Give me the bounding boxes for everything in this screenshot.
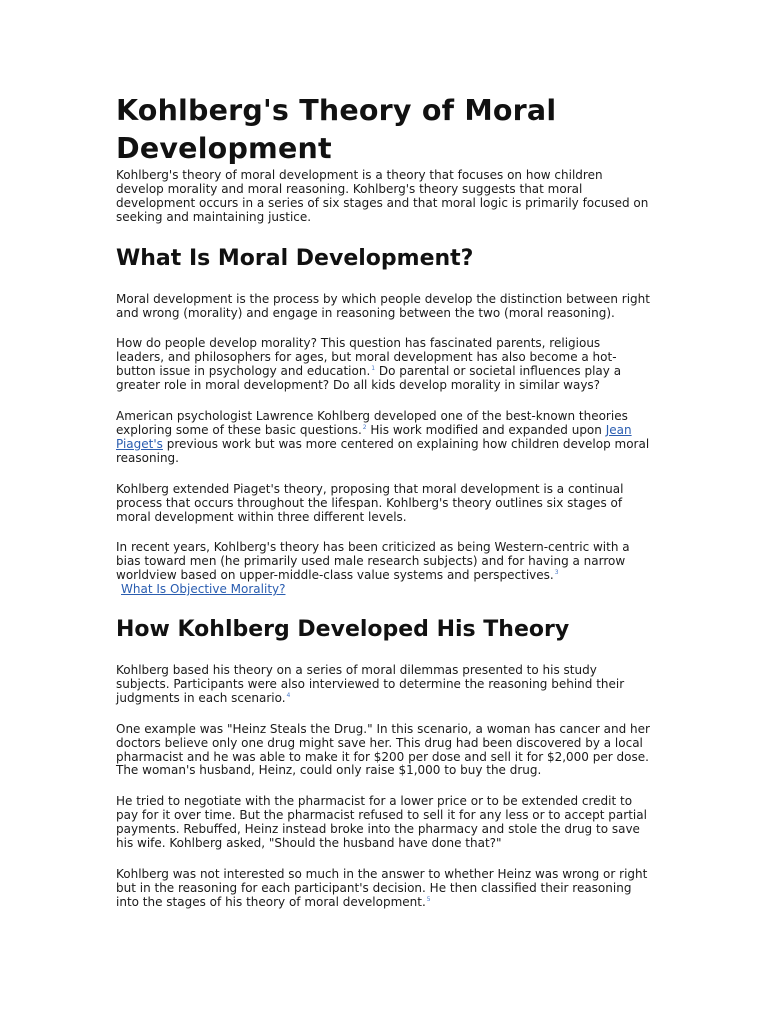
page-title: Kohlberg's Theory of Moral Development <box>116 94 557 165</box>
citation-2[interactable]: 2 <box>362 423 367 431</box>
citation-4[interactable]: 4 <box>286 691 291 699</box>
paragraph-dilemmas: Kohlberg based his theory on a series of moral dilemmas presented to his study subjects. Participants were also interviewed to determine the reasoning behind their judgments in each scenario.$^4$ <box>116 663 625 705</box>
intro-paragraph: Kohlberg's theory of moral development is a theory that focuses on how children develop morality and moral reasoning. Kohlberg's theory suggests that moral development occurs in a series of six stages and that moral logic is primarily focused on seeking and maintaining justice. <box>116 168 649 224</box>
paragraph-kohlberg: American psychologist Lawrence Kohlberg developed one of the best-known theories exploring some of these basic questions.$^2$ His work modified and expanded upon Jean Piaget's previous work but was more centered on explaining how children develop moral reasoning. <box>116 409 650 465</box>
paragraph-criticism: In recent years, Kohlberg's theory has been criticized as being Western-centric with a bias toward men (he primarily used male research subjects) and for having a narrow worldview based on upper-middle-class value systems and perspectives.$^3$ What Is Objective Morality? <box>116 541 652 597</box>
piaget-link[interactable]: Jean Piaget's <box>116 422 632 451</box>
paragraph-extended: Kohlberg extended Piaget's theory, proposing that moral development is a continual process that occurs throughout the lifespan. Kohlberg's theory outlines six stages of moral development within three different levels. <box>116 481 624 524</box>
citation-5[interactable]: 5 <box>426 895 431 903</box>
citation-1[interactable]: 1 <box>371 365 376 373</box>
section-heading-moral-development: What Is Moral Development? <box>116 245 474 271</box>
article <box>116 92 652 910</box>
section-heading-how-developed: How Kohlberg Developed His Theory <box>116 617 570 643</box>
related-article-link[interactable]: What Is Objective Morality? <box>121 582 286 597</box>
citation-3[interactable]: 3 <box>554 569 559 577</box>
paragraph-reasoning: Kohlberg was not interested so much in the answer to whether Heinz was wrong or right but in the reasoning for each participant's decision. He then classified their reasoning into the stages of his theory of moral development.$^5$ <box>116 867 648 909</box>
paragraph-definition: Moral development is the process by which people develop the distinction between right and wrong (morality) and engage in reasoning between the two (moral reasoning). <box>116 291 650 320</box>
paragraph-negotiate: He tried to negotiate with the pharmacist for a lower price or to be extended credit to pay for it over time. But the pharmacist refused to sell it for any less or to accept partial payments. Rebuffed, Heinz instead broke into the pharmacy and stole the drug to save his wife. Kohlberg asked, "Should the husband have done that?" <box>116 794 647 851</box>
paragraph-heinz: One example was "Heinz Steals the Drug." In this scenario, a woman has cancer and her doctors believe only one drug might save her. This drug had been discovered by a local pharmacist and he was able to make it for $200 per dose and sell it for $2,000 per dose. The woman's husband, Heinz, could only raise $1,000 to buy the drug. <box>116 721 650 778</box>
related-article <box>121 583 652 597</box>
paragraph-questions: How do people develop morality? This question has fascinated parents, religious leaders, and philosophers for ages, but moral development has also become a hot-button issue in psychology and education.$^1$ Do parental or societal influences play a greater role in moral development? Do all kids develop morality in similar ways? <box>116 336 622 393</box>
